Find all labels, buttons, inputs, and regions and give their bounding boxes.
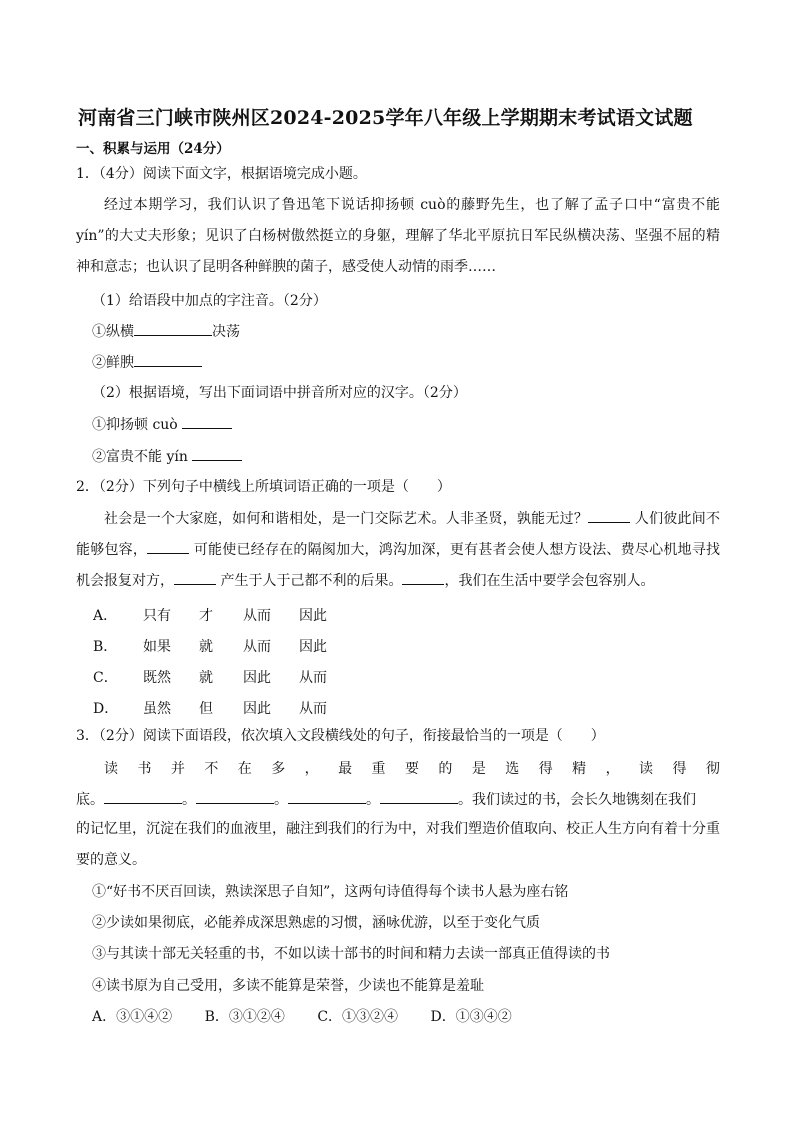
answer-option-c[interactable]: C．①③②④ <box>317 1009 399 1025</box>
passage-char: 彻 <box>705 761 720 777</box>
sentence-4: ④读书原为自己受用，多读不能算是荣誉，少读也不能算是羞耻 <box>92 978 484 994</box>
answer-blank[interactable] <box>380 789 458 804</box>
option-word: 因此 <box>299 608 327 624</box>
passage-text: 。我们读过的书，会长久地镌刻在我们 <box>458 792 696 808</box>
question-2-options <box>93 601 327 725</box>
question-1-sub2: （2）根据语境，写出下面词语中拼音所对应的汉字。（2分） <box>92 385 467 401</box>
question-1-passage: 经过本期学习，我们认识了鲁迅笔下说话抑扬顿 cuò的藤野先生，也了解了孟子口中“富贵不能 yín”的大丈夫形象；见识了白杨树傲然挺立的身躯，理解了华北平原抗日军民纵横决荡、坚强不屈的精神和意志；也认识了昆明各种鲜腴的菌子，感受使人动情的雨季…… <box>76 197 720 275</box>
option-letter: C． <box>93 670 118 686</box>
option-word: 但 <box>199 701 213 717</box>
passage-char: 读 <box>639 761 653 777</box>
option-word: 只有 <box>143 608 171 624</box>
passage-char: 并 <box>170 761 185 777</box>
question-1-sub1-a <box>92 321 240 342</box>
passage-char: 选 <box>505 761 520 777</box>
passage-char: 读 <box>104 761 118 777</box>
passage-char: 不 <box>204 761 219 777</box>
option-word: 从而 <box>243 608 271 624</box>
answer-blank[interactable] <box>134 321 212 336</box>
section-heading: 一、积累与运用（24分） <box>76 141 230 157</box>
q2-part-2: 人们彼此间不能够包容， <box>76 511 721 558</box>
question-1-sub2-b <box>92 446 242 467</box>
question-2-stem: 2．（2分）下列句子中横线上所填词语正确的一项是（ ） <box>76 479 451 495</box>
question-2-passage <box>76 504 720 597</box>
question-3-passage-line-2 <box>76 789 696 810</box>
passage-char: 要 <box>404 761 419 777</box>
option-word: 因此 <box>243 670 271 686</box>
passage-char: 得 <box>538 761 553 777</box>
answer-option-d[interactable]: D．①③④② <box>430 1009 512 1025</box>
answer-blank[interactable] <box>588 508 630 523</box>
option-word: 因此 <box>299 639 327 655</box>
option-letter: D． <box>93 701 119 717</box>
option-a[interactable] <box>93 601 327 632</box>
answer-option-a[interactable]: A．③①④② <box>92 1009 173 1025</box>
passage-char: 书 <box>137 761 152 777</box>
passage-text: 底。 <box>76 792 104 808</box>
sentence-3: ③与其读十部无关轻重的书，不如以读十部书的时间和精力去读一部真正值得读的书 <box>92 946 610 962</box>
answer-blank[interactable] <box>147 539 189 554</box>
passage-char: ， <box>304 761 319 777</box>
passage-char: ， <box>605 761 620 777</box>
option-word: 虽然 <box>143 701 171 717</box>
passage-char: 多 <box>271 761 286 777</box>
q2-part-5: ，我们在生活中要学会包容别人。 <box>444 573 655 589</box>
question-3-passage-cont: 的记忆里，沉淀在我们的血液里，融注到我们的行为中，对我们塑造价值取向、校正人生方向有着十分重要的意义。 <box>76 821 720 868</box>
passage-char: 在 <box>237 761 252 777</box>
question-3-stem: 3．（2分）阅读下面语段，依次填入文段横线处的句子，衔接最恰当的一项是（ ） <box>76 728 605 744</box>
option-word: 因此 <box>243 701 271 717</box>
option-word: 既然 <box>143 670 171 686</box>
passage-text: 。 <box>366 792 380 808</box>
question-1-sub1: （1）给语段中加点的字注音。（2分） <box>92 293 327 309</box>
question-1-sub2-a <box>92 414 232 435</box>
q2-part-4: 产生于人于己都不利的后果。 <box>220 573 403 589</box>
option-word: 从而 <box>299 670 327 686</box>
sentence-2: ②少读如果彻底，必能养成深思熟虑的习惯，涵咏优游，以至于变化气质 <box>92 915 540 931</box>
answer-blank[interactable] <box>402 570 444 585</box>
sub2-b-text: ②富贵不能 yín <box>92 449 188 465</box>
answer-blank[interactable] <box>134 352 202 367</box>
answer-blank[interactable] <box>288 789 366 804</box>
option-word: 就 <box>199 670 213 686</box>
answer-blank[interactable] <box>174 570 216 585</box>
option-b[interactable] <box>93 632 327 663</box>
question-1-sub1-b <box>92 352 202 373</box>
passage-char: 重 <box>371 761 386 777</box>
page-title: 河南省三门峡市陕州区2024-2025学年八年级上学期期末考试语文试题 <box>78 107 693 129</box>
sentence-1: ①“好书不厌百回读，熟读深思子自知”，这两句诗值得每个读书人悬为座右铭 <box>92 884 569 900</box>
option-word: 如果 <box>143 639 171 655</box>
option-word: 从而 <box>299 701 327 717</box>
sub1-a-suffix: 决荡 <box>212 324 240 340</box>
question-3-options <box>92 1007 540 1027</box>
passage-text: 。 <box>274 792 288 808</box>
option-word: 才 <box>199 608 213 624</box>
passage-text: 。 <box>182 792 196 808</box>
question-1-stem: 1．（4分）阅读下面文字，根据语境完成小题。 <box>76 166 367 182</box>
passage-char: 是 <box>471 761 486 777</box>
answer-blank[interactable] <box>196 789 274 804</box>
answer-blank[interactable] <box>104 789 182 804</box>
passage-char: 得 <box>672 761 687 777</box>
passage-char: 的 <box>438 761 453 777</box>
sub1-b-text: ②鲜腴 <box>92 355 134 371</box>
sub2-a-text: ①抑扬顿 cuò <box>92 417 178 433</box>
option-letter: A． <box>93 608 118 624</box>
option-word: 就 <box>199 639 213 655</box>
option-d[interactable] <box>93 694 327 725</box>
option-word: 从而 <box>243 639 271 655</box>
option-letter: B． <box>93 639 118 655</box>
passage-char: 精 <box>572 761 587 777</box>
answer-blank[interactable] <box>182 414 232 429</box>
answer-option-b[interactable]: B．③①②④ <box>204 1009 285 1025</box>
question-3-passage-line-1 <box>104 758 720 778</box>
answer-blank[interactable] <box>192 446 242 461</box>
q2-part-1: 社会是一个大家庭，如何和谐相处，是一门交际艺术。人非圣贤，孰能无过？ <box>104 511 589 527</box>
option-c[interactable] <box>93 663 327 694</box>
passage-char: 最 <box>338 761 353 777</box>
q2-part-3: 可能使已经存在的隔阂加大，鸿沟加深，更有甚者会使人想方设法、费尽心机地寻找机会报复对方， <box>76 542 721 589</box>
sub1-a-prefix: ①纵横 <box>92 324 134 340</box>
